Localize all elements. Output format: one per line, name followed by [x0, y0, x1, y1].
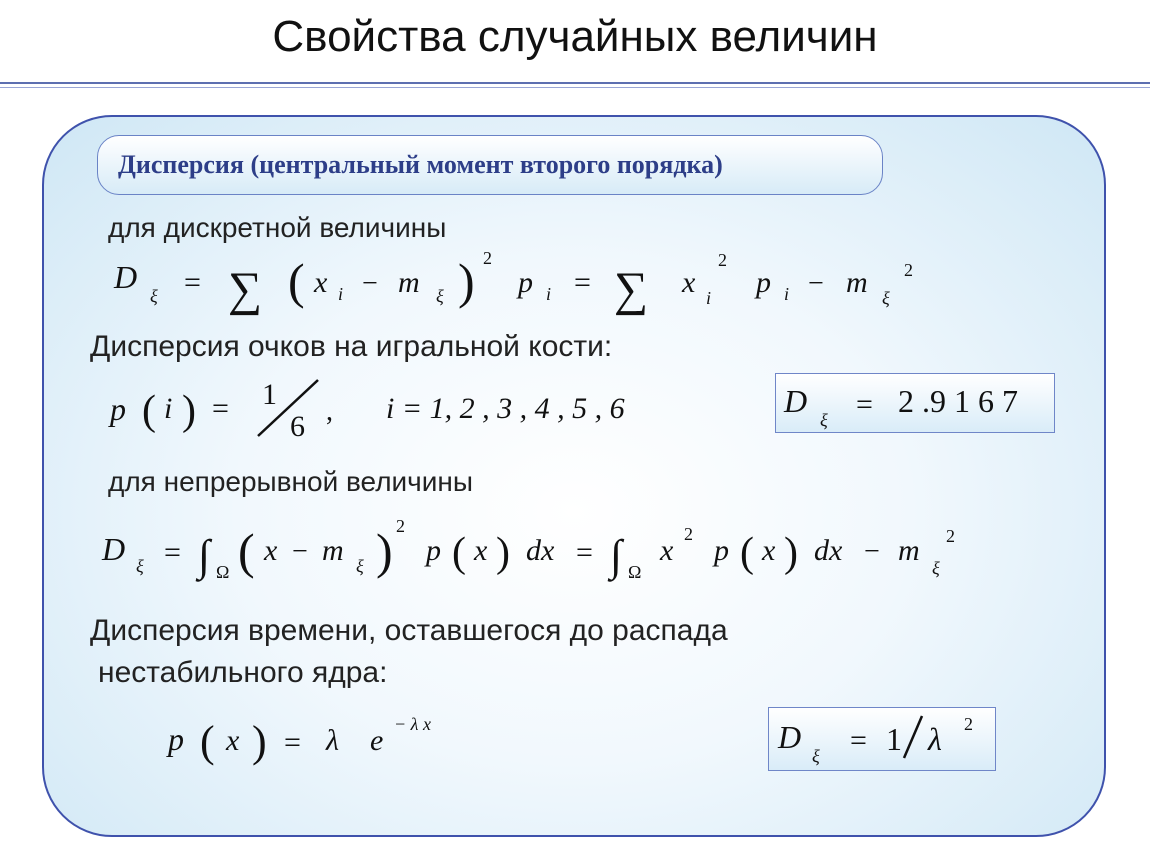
decay-label-line2: нестабильного ядра:: [98, 656, 388, 689]
sym-D: D: [114, 259, 138, 295]
sym-eq: =: [574, 266, 591, 299]
sym-xi: ξ: [136, 556, 144, 576]
sym-p: p: [168, 721, 184, 757]
sym-eq: =: [164, 536, 181, 569]
sym-p: p: [518, 266, 533, 299]
sym-xi: ξ: [932, 558, 940, 578]
sym-p: p: [714, 534, 729, 567]
sym-two: 2: [946, 526, 955, 546]
sym-rparen: ): [784, 530, 798, 576]
sym-lparen: (: [452, 530, 466, 576]
sym-rparen: ): [252, 717, 267, 766]
sym-e: e: [370, 724, 384, 757]
sym-p: p: [756, 266, 771, 299]
sym-lparen: (: [288, 253, 305, 309]
sym-eq: =: [576, 536, 593, 569]
sym-D: D: [102, 531, 126, 567]
sym-lambda: λ: [928, 721, 942, 757]
sym-eq: =: [284, 726, 301, 759]
sym-minus: −: [292, 536, 308, 567]
sym-lparen: (: [142, 388, 156, 434]
sym-x: x: [264, 534, 278, 567]
sym-two: 2: [718, 250, 727, 270]
sym-dx: dx: [814, 534, 843, 567]
sym-omega: Ω: [628, 562, 642, 582]
sym-two: 2: [483, 248, 492, 268]
sym-m: m: [898, 534, 920, 567]
section-heading: Дисперсия (центральный момент второго порядка): [118, 150, 723, 179]
sym-x: x: [762, 534, 776, 567]
sym-xi: ξ: [150, 286, 158, 306]
sym-i: i: [706, 288, 712, 308]
sym-minus: −: [362, 268, 378, 299]
sym-rparen: ): [496, 530, 510, 576]
sym-x: x: [682, 266, 696, 299]
decay-label-line1: Дисперсия времени, оставшегося до распада: [90, 614, 728, 647]
sym-eq: =: [184, 266, 201, 299]
sym-rparen: ): [458, 253, 475, 309]
sym-sum: ∑: [614, 263, 649, 316]
sym-integral: ∫: [198, 531, 211, 580]
decay-result-exp: 2: [964, 714, 973, 734]
sym-minus: −: [864, 536, 880, 567]
sym-dx: dx: [526, 534, 555, 567]
sym-six: 6: [290, 410, 305, 443]
sym-m: m: [322, 534, 344, 567]
sym-rparen: ): [182, 388, 196, 434]
dice-values: i = 1, 2 , 3 , 4 , 5 , 6: [386, 392, 625, 425]
sym-lparen: (: [200, 717, 215, 766]
decay-result-value: 1: [886, 721, 902, 757]
sym-minus: −: [808, 268, 824, 299]
sym-integral: ∫: [610, 531, 623, 580]
sym-i: i: [784, 284, 790, 304]
sym-p: p: [426, 534, 441, 567]
sym-one: 1: [262, 378, 277, 411]
decay-exponent: − λ x: [394, 714, 431, 734]
sym-eq: =: [856, 388, 873, 421]
sym-sum: ∑: [228, 263, 263, 316]
sym-two: 2: [684, 524, 693, 544]
sym-comma: ,: [326, 396, 333, 427]
dice-result-value: 2 .9 1 6 7: [898, 383, 1018, 419]
sym-xi: ξ: [820, 410, 828, 430]
sym-x: x: [660, 534, 674, 567]
sym-xi: ξ: [436, 286, 444, 306]
sym-omega: Ω: [216, 562, 230, 582]
sym-m: m: [846, 266, 868, 299]
sym-lambda: λ: [326, 724, 339, 757]
sym-x: x: [474, 534, 488, 567]
sym-x: x: [226, 724, 240, 757]
continuous-label: для непрерывной величины: [108, 466, 473, 497]
sym-lparen: (: [238, 523, 255, 579]
sym-eq: =: [212, 392, 229, 425]
sym-lparen: (: [740, 530, 754, 576]
dice-label: Дисперсия очков на игральной кости:: [90, 330, 613, 363]
sym-xi: ξ: [356, 556, 364, 576]
sym-D: D: [784, 383, 808, 419]
sym-rparen: ): [376, 523, 393, 579]
sym-i: i: [546, 284, 552, 304]
sym-two: 2: [904, 260, 913, 280]
sym-i: i: [164, 392, 173, 425]
slide-title: Свойства случайных величин: [272, 12, 878, 61]
sym-p: p: [110, 391, 126, 427]
sym-m: m: [398, 266, 420, 299]
sym-x: x: [314, 266, 328, 299]
sym-xi: ξ: [812, 746, 820, 766]
sym-eq: =: [850, 724, 867, 757]
fraction-slash: [904, 716, 922, 758]
sym-i: i: [338, 284, 344, 304]
discrete-label: для дискретной величины: [108, 212, 447, 243]
sym-two: 2: [396, 516, 405, 536]
sym-xi: ξ: [882, 288, 890, 308]
sym-D: D: [778, 719, 802, 755]
